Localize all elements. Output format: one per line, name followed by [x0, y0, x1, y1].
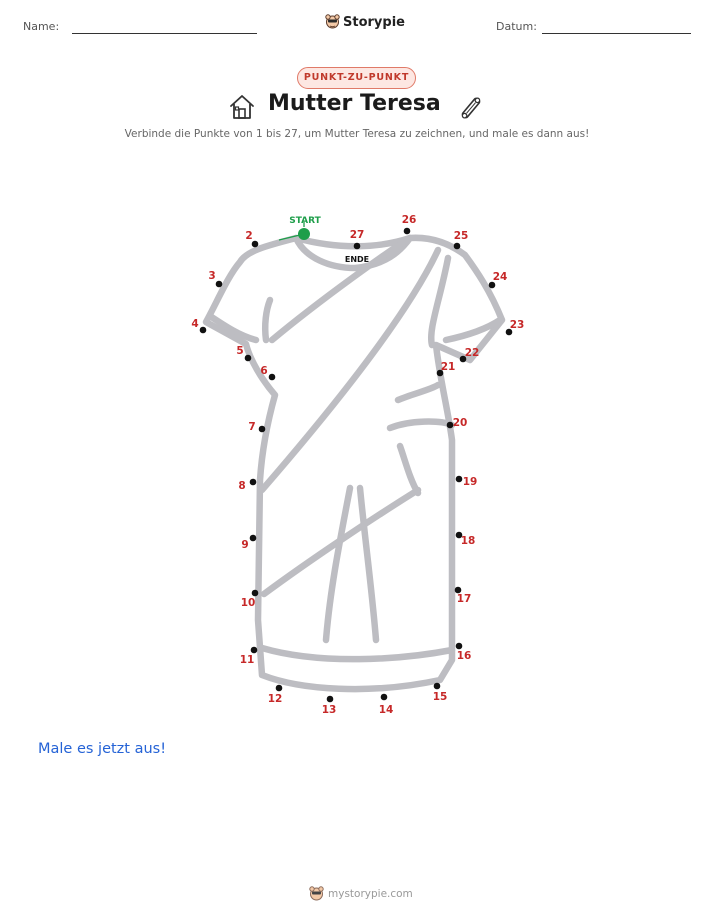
dot-15[interactable] — [434, 683, 441, 690]
dot-number-2: 2 — [245, 230, 253, 242]
dot-number-14: 14 — [378, 704, 394, 716]
dot-11[interactable] — [251, 647, 258, 654]
dot-2[interactable] — [252, 241, 259, 248]
dot-16[interactable] — [456, 643, 463, 650]
garment-outline — [206, 238, 502, 689]
dot-number-22: 22 — [464, 347, 480, 359]
dot-3[interactable] — [216, 281, 223, 288]
name-label: Name: — [23, 20, 60, 33]
dot-5[interactable] — [245, 355, 252, 362]
dot-number-10: 10 — [240, 597, 256, 609]
dot-number-18: 18 — [460, 535, 476, 547]
dot-number-24: 24 — [492, 271, 508, 283]
dot-number-13: 13 — [321, 704, 337, 716]
dot-number-25: 25 — [453, 230, 469, 242]
footer-url: mystorypie.com — [328, 888, 413, 900]
dot-8[interactable] — [250, 479, 257, 486]
dot-19[interactable] — [456, 476, 463, 483]
dot-number-19: 19 — [462, 476, 478, 488]
dot-number-12: 12 — [267, 693, 283, 705]
dot-9[interactable] — [250, 535, 257, 542]
dot-12[interactable] — [276, 685, 283, 692]
dot-13[interactable] — [327, 696, 334, 703]
page-title: Mutter Teresa — [268, 91, 441, 116]
dot-number-21: 21 — [440, 361, 456, 373]
dot-25[interactable] — [454, 243, 461, 250]
dot-7[interactable] — [259, 426, 266, 433]
footer-logo-icon — [309, 886, 324, 902]
brand-name: Storypie — [343, 14, 405, 30]
footer — [309, 886, 413, 902]
start-label: START — [289, 216, 321, 226]
dot-number-7: 7 — [248, 421, 256, 433]
dot-number-4: 4 — [191, 318, 199, 330]
dot-26[interactable] — [404, 228, 411, 235]
dot-number-5: 5 — [236, 345, 244, 357]
dot-layer — [191, 214, 524, 716]
dot-6[interactable] — [269, 374, 276, 381]
dot-number-27: 27 — [349, 229, 365, 241]
dot-number-16: 16 — [456, 650, 472, 662]
activity-badge: PUNKT-ZU-PUNKT — [297, 67, 416, 89]
dot-number-3: 3 — [208, 270, 216, 282]
dot-number-9: 9 — [241, 539, 249, 551]
dot-number-8: 8 — [238, 480, 246, 492]
dot-number-15: 15 — [432, 691, 448, 703]
dot-number-6: 6 — [260, 365, 268, 377]
dot-number-17: 17 — [456, 593, 472, 605]
dot-number-23: 23 — [509, 319, 525, 331]
dot-10[interactable] — [252, 590, 259, 597]
color-prompt: Male es jetzt aus! — [38, 741, 167, 757]
instruction-text: Verbinde die Punkte von 1 bis 27, um Mutter Teresa zu zeichnen, und male es dann aus! — [124, 128, 590, 140]
dot-4[interactable] — [200, 327, 207, 334]
dot-number-11: 11 — [239, 654, 255, 666]
dot-number-26: 26 — [401, 214, 417, 226]
start-dot[interactable] — [298, 228, 310, 240]
dot-27[interactable] — [354, 243, 361, 250]
dot-14[interactable] — [381, 694, 388, 701]
date-label: Datum: — [496, 20, 537, 33]
end-label: ENDE — [344, 255, 370, 264]
dot-number-20: 20 — [452, 417, 468, 429]
